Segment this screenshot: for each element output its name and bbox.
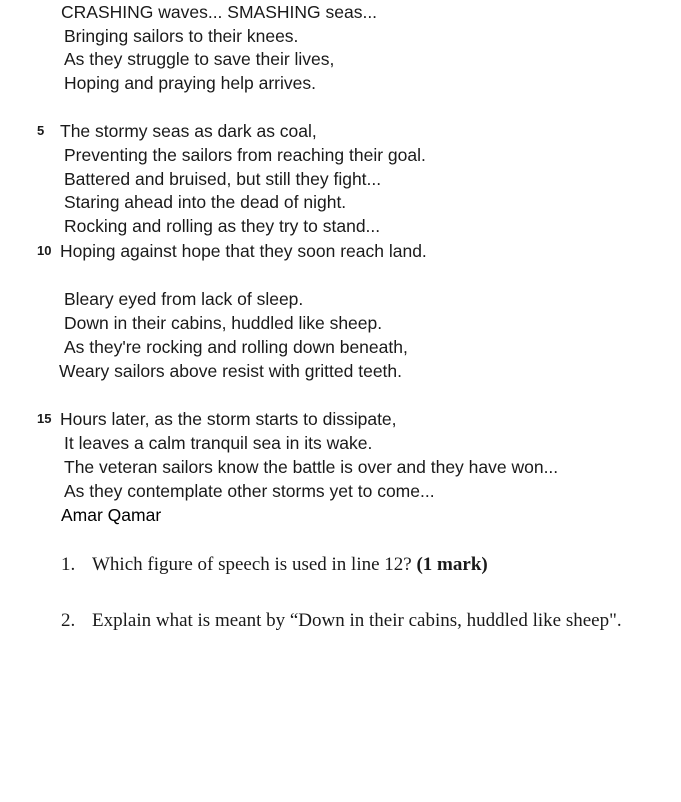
poem-line-text: CRASHING waves... SMASHING seas... — [61, 2, 378, 22]
poem-line-text: The veteran sailors know the battle is over and they have won... — [64, 457, 559, 477]
poem-line-text: As they contemplate other storms yet to come... — [64, 481, 435, 501]
poem-line-text: Staring ahead into the dead of night. — [64, 192, 347, 212]
question-text: Explain what is meant by “Down in their cabins, huddled like sheep". — [92, 610, 622, 631]
poem-line-text: Battered and bruised, but still they fight... — [64, 169, 382, 189]
poem-line-text: As they're rocking and rolling down beneath, — [64, 337, 408, 357]
question-marks: (1 mark) — [416, 554, 488, 575]
question-number: 1. — [61, 554, 76, 575]
poem-line-text: Down in their cabins, huddled like sheep. — [64, 313, 383, 333]
poem-line-text: Hoping against hope that they soon reach land. — [60, 241, 427, 261]
poem-author: Amar Qamar — [61, 505, 162, 525]
question-number: 2. — [61, 610, 76, 631]
poem-line-text: Preventing the sailors from reaching their goal. — [64, 145, 426, 165]
line-number: 15 — [37, 411, 52, 426]
line-number: 10 — [37, 243, 52, 258]
line-number: 5 — [37, 123, 45, 138]
poem-line-text: The stormy seas as dark as coal, — [60, 121, 317, 141]
poem-line-text: Bleary eyed from lack of sleep. — [64, 289, 304, 309]
question-1 — [61, 552, 661, 578]
poem-line-text: Hoping and praying help arrives. — [64, 73, 316, 93]
poem-line-text: Weary sailors above resist with gritted teeth. — [59, 361, 403, 381]
poem-line-text: Bringing sailors to their knees. — [64, 26, 299, 46]
poem-line-text: Rocking and rolling as they try to stand... — [64, 216, 381, 236]
question-text — [92, 552, 488, 578]
poem-line-text: As they struggle to save their lives, — [64, 49, 335, 69]
poem-line-text: It leaves a calm tranquil sea in its wake. — [64, 433, 373, 453]
poem-line-text: Hours later, as the storm starts to dissipate, — [60, 409, 397, 429]
question-2 — [61, 608, 676, 634]
question-prompt: Which figure of speech is used in line 12? — [92, 554, 417, 575]
